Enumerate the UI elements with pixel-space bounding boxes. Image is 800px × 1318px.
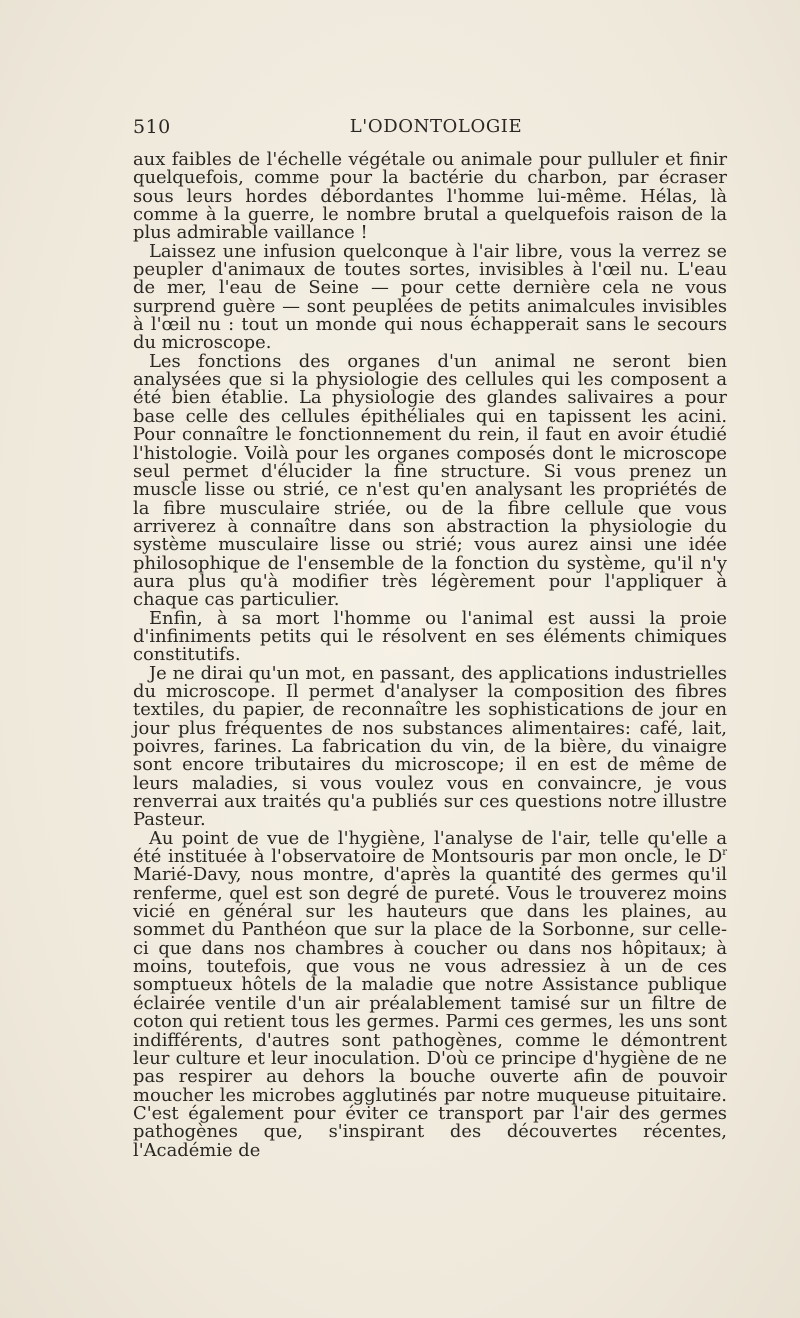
page-number: 510 [133,116,171,138]
running-title: L'ODONTOLOGIE [349,116,523,137]
paragraph-1: aux faibles de l'échelle végétale ou animale pour pulluler et finir quelquefois, comme pour la bactérie du charbon, par écraser sous leurs hordes débordantes l'homme lui-même. Hélas, là comme à la guerre, le nombre brutal a quelquefois raison de la plus admirable vaillance ! [133,149,727,244]
paragraph-6-start: Au point de vue de l'hygiène, l'analyse de l'air, telle qu'elle a été instituée à l'observatoire de Montsouris par mon oncle, le D [133,827,727,868]
paragraph-3: Les fonctions des organes d'un animal ne seront bien analysées que si la physiologie des cellules qui les composent a été bien établie. La physiologie des glandes salivaires a pour base celle des cellules épithéliales qui en tapissent les acini. Pour connaître le fonctionnement du rein, il faut en avoir étudié l'histologie. Voilà pour les organes composés dont le microscope seul permet d'élucider la fine structure. Si vous prenez un muscle lisse ou strié, ce n'est qu'en analysant les propriétés de la fibre musculaire striée, ou de la fibre cellule que vous arriverez à connaître dans son abstraction la physiologie du système musculaire lisse ou strié; vous aurez ainsi une idée philosophique de l'ensemble de la fonction du système, qu'il n'y aura plus qu'à modifier très légèrement pour l'appliquer à chaque cas particulier. [133,350,727,611]
page-header [133,112,727,142]
paragraph-6 [133,827,727,1161]
paragraph-2: Laissez une infusion quelconque à l'air libre, vous la verrez se peupler d'animaux de toutes sortes, invisibles à l'œil nu. L'eau de mer, l'eau de Seine — pour cette dernière cela ne vous surprend guère — sont peuplées de petits animalcules invisibles à l'œil nu : tout un monde qui nous échapperait sans le secours du microscope. [133,240,727,354]
paragraph-4: Enfin, à sa mort l'homme ou l'animal est aussi la proie d'infiniments petits qui le résolvent en ses éléments chimiques constitutifs. [133,607,727,666]
doctor-abbrev-sup: r [722,847,727,859]
paragraph-6-end: Marié-Davy, nous montre, d'après la quantité des germes qu'il renferme, quel est son degré de pureté. Vous le trouverez moins vicié en général sur les hauteurs que dans les plaines, au sommet du Panthéon que sur la place de la Sorbonne, sur celle-ci que dans nos chambres à coucher ou dans nos hôpitaux; à moins, toutefois, que vous ne vous adressiez à un de ces somptueux hôtels de la maladie que notre Assistance publique éclairée ventile d'un air préalablement tamisé sur un filtre de coton qui retient tous les germes. Parmi ces germes, les uns sont indifférents, d'autres sont pathogènes, comme le démontrent leur culture et leur inoculation. D'où ce principe d'hygiène de ne pas respirer au dehors la bouche ouverte afin de pouvoir moucher les microbes agglutinés par notre muqueuse pituitaire. C'est également pour éviter ce transport par l'air des germes pathogènes que, s'inspirant des découvertes récentes, l'Académie de [133,864,727,1161]
paragraph-5: Je ne dirai qu'un mot, en passant, des applications industrielles du microscope. Il permet d'analyser la composition des fibres textiles, du papier, de reconnaître les sophistications de jour en jour plus fréquentes de nos substances alimentaires: café, lait, poivres, farines. La fabrication du vin, de la bière, du vinaigre sont encore tributaires du microscope; il en est de même de leurs maladies, si vous voulez vous en convaincre, je vous renverrai aux traités qu'a publiés sur ces questions notre illustre Pasteur. [133,662,727,831]
body-text [133,151,727,1160]
